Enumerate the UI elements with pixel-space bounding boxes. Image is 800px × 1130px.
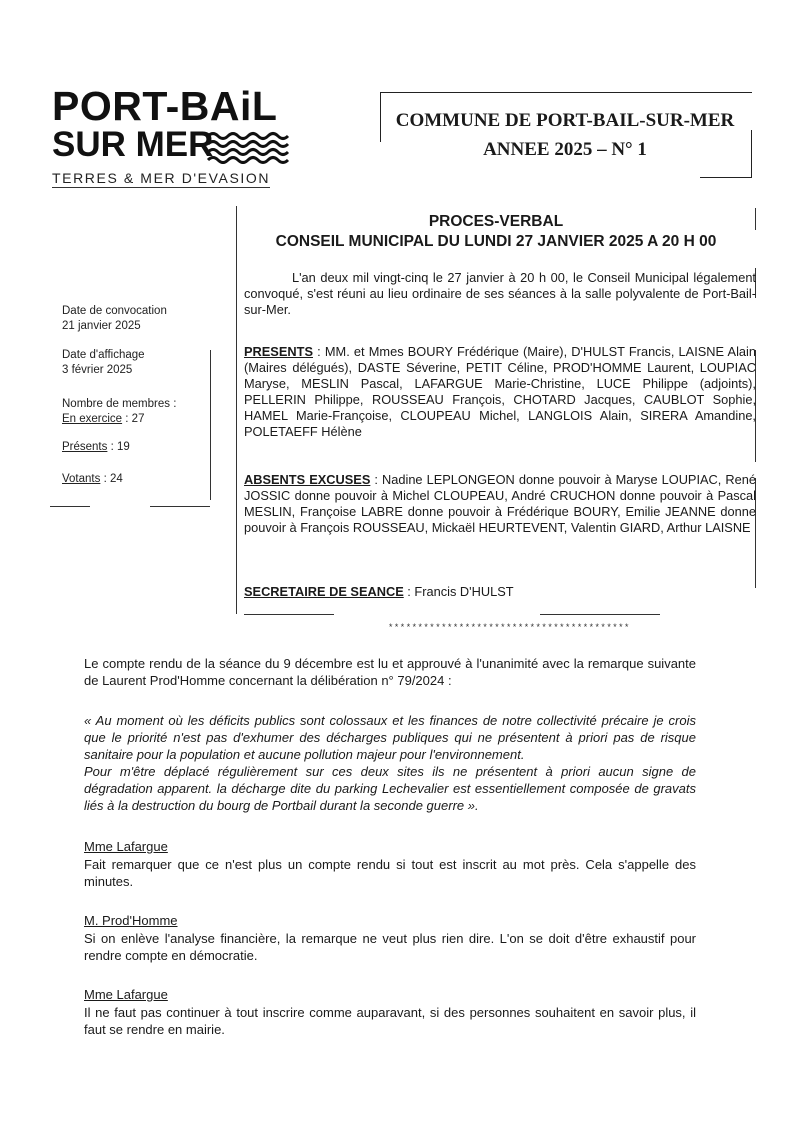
column-left-border xyxy=(236,206,237,614)
header-commune xyxy=(380,106,750,164)
presents-count-value: : 19 xyxy=(107,441,130,453)
header-box-top-border xyxy=(380,92,752,93)
speaker-remark: Fait remarquer que ce n'est plus un compte rendu si tout est inscrit au mot près. Cela s'appelle des minutes. xyxy=(84,857,696,889)
convocation-label: Date de convocation xyxy=(62,305,167,317)
column-right-border-top xyxy=(755,208,756,230)
secretaire-text: : Francis D'HULST xyxy=(403,584,514,599)
logo-line2: SUR MER xyxy=(52,125,214,164)
intro-paragraph: L'an deux mil vingt-cinq le 27 janvier à 20 h 00, le Conseil Municipal légalement convoqué, s'est réuni au lieu ordinaire de ses séances à la salle polyvalente de Port-Bail-sur-Mer. xyxy=(244,270,756,317)
absents-paragraph xyxy=(244,472,756,536)
logo-line1: PORT-BAiL xyxy=(52,83,278,129)
votants-value: : 24 xyxy=(100,473,123,485)
sidebar-votants xyxy=(62,472,123,487)
sidebar-right-border xyxy=(210,350,211,500)
presents-text: : MM. et Mmes BOURY Frédérique (Maire), D'HULST Francis, LAISNE Alain (Maires délégués), DASTE Séverine, PETIT Céline, PROD'HOMME Laurent, LOUPIAC Maryse, MESLIN Pascal, LAFARGUE Marie-Christine, LUCE Philippe (adjoints), PELLERIN Philippe, ROUSSEAU François, CHOTARD Jacques, CAUBLOT Sophie, HAMEL Marie-Françoise, CLOUPEAU Michel, LANGLOIS Alain, SIRERA Amandine, POLETAEFF Hélène xyxy=(244,344,756,439)
absents-text: : Nadine LEPLONGEON donne pouvoir à Maryse LOUPIAC, René JOSSIC donne pouvoir à Michel CLOUPEAU, André CRUCHON donne pouvoir à Pascal MESLIN, Françoise LABRE donne pouvoir à Frédérique BOURY, Emilie JEANNE donne pouvoir à François ROUSSEAU, Mickaël HEURTEVENT, Valentin GIARD, Arthur LAISNE xyxy=(244,472,756,535)
sidebar-affichage xyxy=(62,348,145,378)
absents-label: ABSENTS EXCUSES xyxy=(244,472,371,487)
convocation-value: 21 janvier 2025 xyxy=(62,320,141,332)
sidebar-membres xyxy=(62,397,176,427)
speaker-remark: Si on enlève l'analyse financière, la remarque ne veut plus rien dire. L'on se doit d'être exhaustif pour rendre compte en démocratie. xyxy=(84,931,696,963)
sidebar-rule-left xyxy=(50,506,90,507)
speaker-name: Mme Lafargue xyxy=(84,987,168,1002)
speaker-name: Mme Lafargue xyxy=(84,839,168,854)
presents-count-label: Présents xyxy=(62,441,108,453)
annee-number: ANNEE 2025 – N° 1 xyxy=(483,139,647,160)
affichage-label: Date d'affichage xyxy=(62,349,145,361)
title-line1: PROCES-VERBAL xyxy=(428,213,564,230)
column-bottom-rule-left xyxy=(244,614,334,615)
column-bottom-rule-right xyxy=(540,614,660,615)
presents-paragraph xyxy=(244,344,756,440)
sidebar-rule-right xyxy=(150,506,210,507)
speaker-name: M. Prod'Homme xyxy=(84,913,178,928)
speaker-remark: Il ne faut pas continuer à tout inscrire comme auparavant, si des personnes souhaitent en savoir plus, il faut se rendre en mairie. xyxy=(84,1005,696,1037)
quote-paragraph-1: « Au moment où les déficits publics sont colossaux et les finances de notre collectivité précaire je crois que le priorité n'est pas d'exhumer des décharges publiques qui ne présentent à priori pas de risque sanitaire pour la population et aucune pollution majeur pour l'environnement. xyxy=(84,713,696,762)
header-box-bottom-border xyxy=(700,177,752,178)
sidebar-presents xyxy=(62,440,130,455)
waves-icon xyxy=(206,130,290,164)
document-title xyxy=(236,212,756,252)
separator-stars: ***************************************** xyxy=(388,623,630,633)
exercice-value: : 27 xyxy=(122,413,145,425)
exercice-label: En exercice xyxy=(62,413,123,425)
title-line2: CONSEIL MUNICIPAL DU LUNDI 27 JANVIER 2025 A 20 H 00 xyxy=(275,233,717,250)
presents-label: PRESENTS xyxy=(244,344,313,359)
votants-label: Votants xyxy=(62,473,101,485)
sidebar-convocation xyxy=(62,304,167,334)
exercice-line xyxy=(62,412,176,427)
secretaire-paragraph xyxy=(244,584,756,600)
membres-label: Nombre de membres : xyxy=(62,398,177,410)
header-box-right-border xyxy=(751,130,752,178)
affichage-value: 3 février 2025 xyxy=(62,364,133,376)
commune-title: COMMUNE DE PORT-BAIL-SUR-MER xyxy=(395,110,735,131)
quote-paragraph-2: Pour m'être déplacé régulièrement sur ces deux sites ils ne présentent à priori aucun signe de dégradation apparent. la décharge dite du parking Lechevalier est essentiellement composée de gravats liés à la destruction du bourg de Portbail durant la seconde guerre ». xyxy=(84,764,696,813)
logo-tagline: TERRES & MER D'EVASION xyxy=(52,170,271,186)
compte-rendu-paragraph: Le compte rendu de la séance du 9 décembre est lu et approuvé à l'unanimité avec la remarque suivante de Laurent Prod'Homme concernant la délibération n° 79/2024 : xyxy=(84,656,696,688)
secretaire-label: SECRETAIRE DE SEANCE xyxy=(244,584,404,599)
